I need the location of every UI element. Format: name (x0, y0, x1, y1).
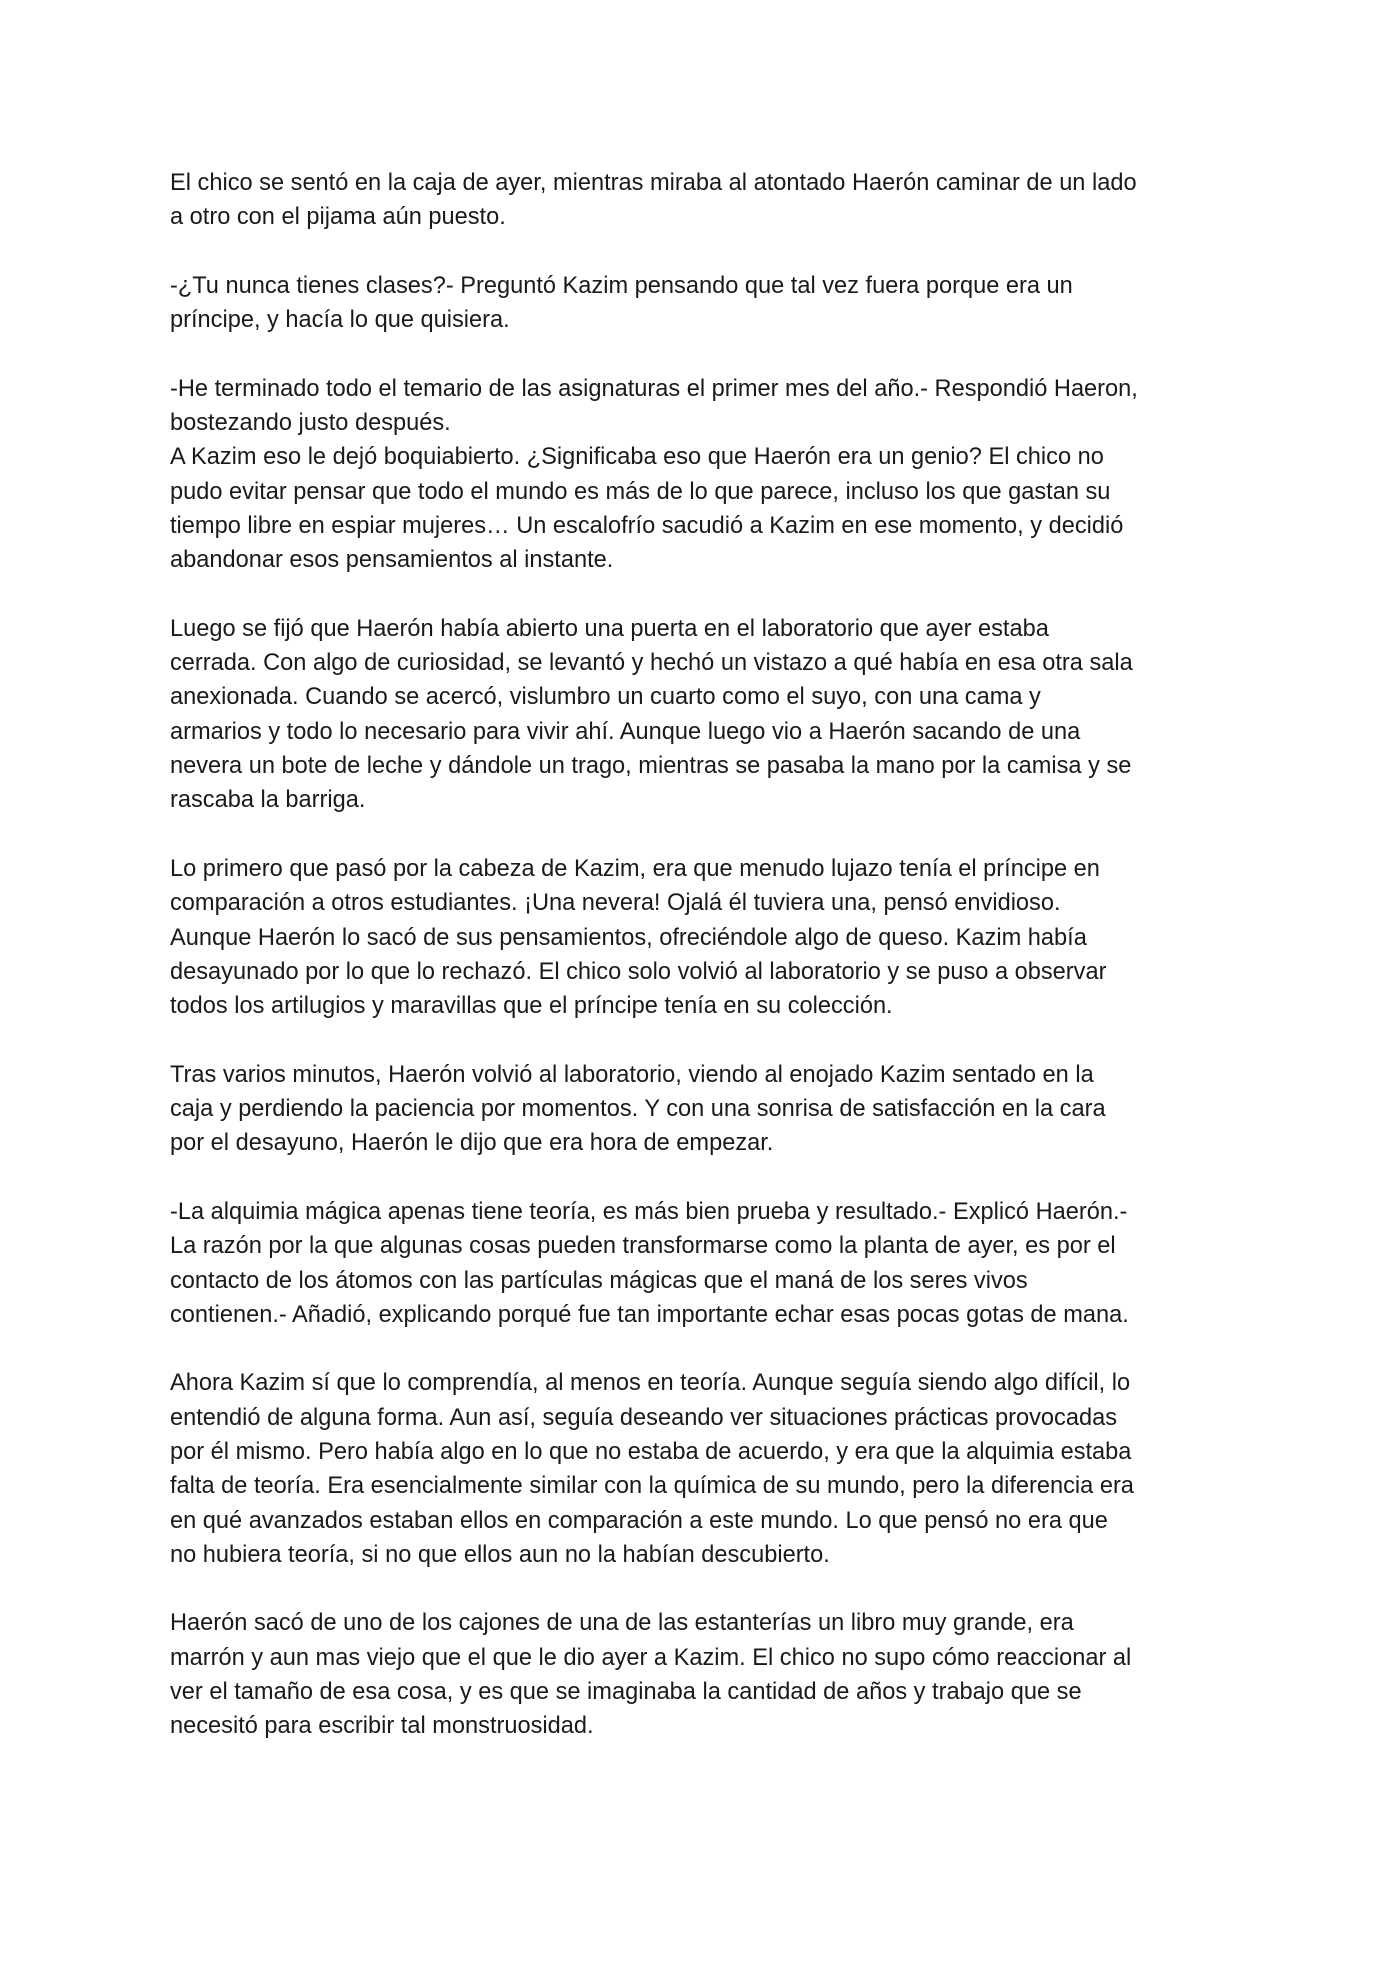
text-line: todos los artilugios y maravillas que el príncipe tenía en su colección. (170, 993, 893, 1020)
text-line: príncipe, y hacía lo que quisiera. (170, 307, 510, 334)
text-line: La razón por la que algunas cosas pueden transformarse como la planta de ayer, es por el (170, 1233, 1116, 1260)
text-line: A Kazim eso le dejó boquiabierto. ¿Significaba eso que Haerón era un genio? El chico no (170, 444, 1104, 471)
text-line: por él mismo. Pero había algo en lo que no estaba de acuerdo, y era que la alquimia estaba (170, 1438, 1132, 1465)
text-line: Lo primero que pasó por la cabeza de Kazim, era que menudo lujazo tenía el príncipe en (170, 855, 1100, 882)
paragraph (170, 166, 1240, 235)
text-line: pudo evitar pensar que todo el mundo es más de lo que parece, incluso los que gastan su (170, 478, 1111, 505)
document-page (170, 166, 1240, 1778)
text-line: -¿Tu nunca tienes clases?- Preguntó Kazim pensando que tal vez fuera porque era un (170, 272, 1073, 299)
text-line: contacto de los átomos con las partículas mágicas que el maná de los seres vivos (170, 1267, 1028, 1294)
text-line: Aunque Haerón lo sacó de sus pensamientos, ofreciéndole algo de queso. Kazim había (170, 924, 1087, 951)
paragraph (170, 1058, 1240, 1161)
text-line: entendió de alguna forma. Aun así, seguía deseando ver situaciones prácticas provocadas (170, 1404, 1117, 1431)
paragraph (170, 1366, 1240, 1572)
paragraph (170, 1195, 1240, 1332)
text-line: El chico se sentó en la caja de ayer, mientras miraba al atontado Haerón caminar de un lado (170, 170, 1137, 196)
text-line: no hubiera teoría, si no que ellos aun no la habían descubierto. (170, 1541, 830, 1568)
text-line: tiempo libre en espiar mujeres… Un escalofrío sacudió a Kazim en ese momento, y decidió (170, 512, 1124, 539)
text-line: cerrada. Con algo de curiosidad, se levantó y hechó un vistazo a qué había en esa otra sala (170, 650, 1133, 677)
text-line: por el desayuno, Haerón le dijo que era hora de empezar. (170, 1130, 774, 1157)
text-line: nevera un bote de leche y dándole un trago, mientras se pasaba la mano por la camisa y se (170, 753, 1132, 780)
text-line: bostezando justo después. (170, 410, 451, 437)
text-line: -He terminado todo el temario de las asignaturas el primer mes del año.- Respondió Haeron, (170, 375, 1138, 402)
paragraph (170, 440, 1240, 577)
paragraph (170, 372, 1240, 441)
text-line: rascaba la barriga. (170, 787, 366, 814)
text-line: falta de teoría. Era esencialmente similar con la química de su mundo, pero la diferencia era (170, 1473, 1134, 1500)
text-line: en qué avanzados estaban ellos en comparación a este mundo. Lo que pensó no era que (170, 1507, 1108, 1534)
paragraph (170, 1606, 1240, 1743)
text-line: comparación a otros estudiantes. ¡Una nevera! Ojalá él tuviera una, pensó envidioso. (170, 890, 1061, 917)
text-line: Tras varios minutos, Haerón volvió al laboratorio, viendo al enojado Kazim sentado en la (170, 1061, 1094, 1088)
text-line: caja y perdiendo la paciencia por momentos. Y con una sonrisa de satisfacción en la cara (170, 1096, 1106, 1123)
text-line: necesitó para escribir tal monstruosidad. (170, 1713, 594, 1740)
text-line: Haerón sacó de uno de los cajones de una de las estanterías un libro muy grande, era (170, 1610, 1074, 1637)
text-line: -La alquimia mágica apenas tiene teoría, es más bien prueba y resultado.- Explicó Haerón.- (170, 1198, 1128, 1225)
text-line: a otro con el pijama aún puesto. (170, 204, 506, 231)
text-line: desayunado por lo que lo rechazó. El chico solo volvió al laboratorio y se puso a observar (170, 958, 1107, 985)
text-line: armarios y todo lo necesario para vivir ahí. Aunque luego vio a Haerón sacando de una (170, 718, 1081, 745)
paragraph (170, 612, 1240, 818)
text-line: anexionada. Cuando se acercó, vislumbro un cuarto como el suyo, con una cama y (170, 684, 1041, 711)
text-line: Luego se fijó que Haerón había abierto una puerta en el laboratorio que ayer estaba (170, 615, 1049, 642)
text-line: ver el tamaño de esa cosa, y es que se imaginaba la cantidad de años y trabajo que se (170, 1679, 1082, 1706)
paragraph (170, 852, 1240, 1023)
text-line: abandonar esos pensamientos al instante. (170, 547, 614, 574)
text-line: contienen.- Añadió, explicando porqué fue tan importante echar esas pocas gotas de mana. (170, 1301, 1129, 1328)
paragraph (170, 269, 1240, 338)
text-line: marrón y aun mas viejo que el que le dio ayer a Kazim. El chico no supo cómo reaccionar al (170, 1644, 1132, 1671)
text-line: Ahora Kazim sí que lo comprendía, al menos en teoría. Aunque seguía siendo algo difícil, lo (170, 1370, 1131, 1397)
